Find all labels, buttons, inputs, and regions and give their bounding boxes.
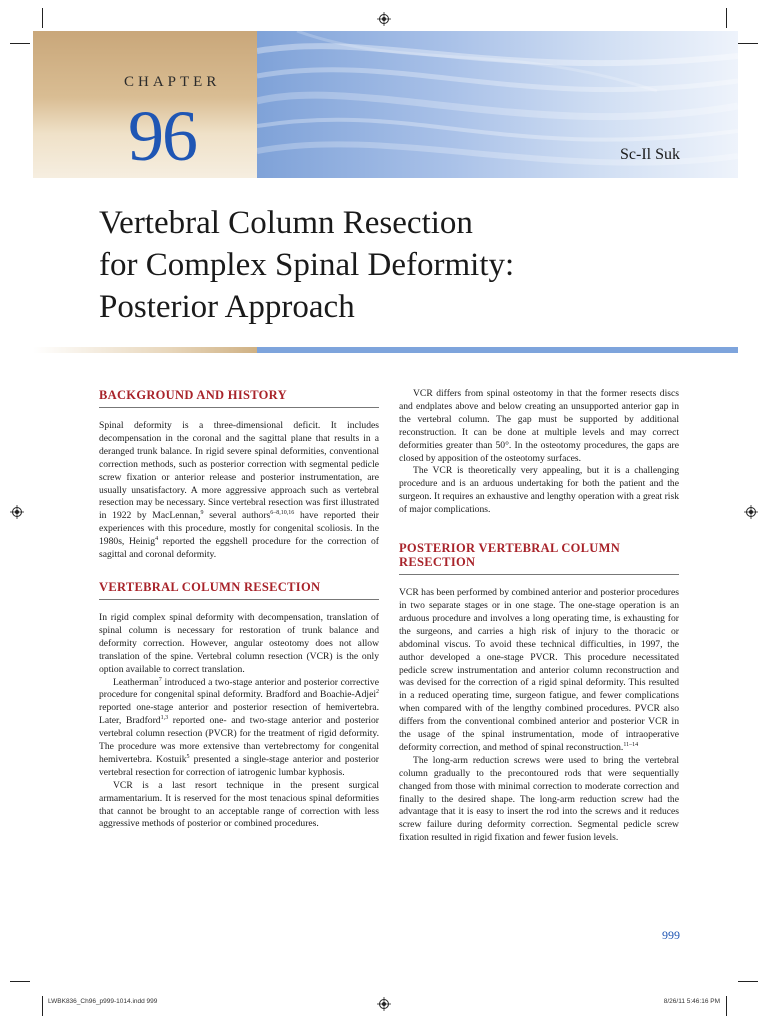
section-heading: VERTEBRAL COLUMN RESECTION (99, 580, 379, 600)
section-heading: BACKGROUND AND HISTORY (99, 388, 379, 408)
paragraph: The long-arm reduction screws were used to bring the vertebral column gradually to the precontoured rods that were sequentially changed from those with minimal correction to moderate correction and finally to the desired shape. The long-arm reduction screw had the advantage that it is easy to insert the rod into the screws and it reduces screw failure during deformity correction. Segmental pedicle screw fixation resulted in rigid fixation and fewer fusion levels. (399, 754, 679, 844)
author-name: Sc-Il Suk (620, 146, 680, 163)
citation: 1,3 (160, 715, 169, 722)
paragraph: In rigid complex spinal deformity with decompensation, translation of spinal column is necessary for restoration of trunk balance and deformity correction. However, angular osteotomy does not allow translation of the spine. Vertebral column resection (VCR) is the only option available to correct translation. (99, 611, 379, 675)
registration-mark-icon (10, 505, 24, 519)
title-line: for Complex Spinal Deformity: (99, 247, 515, 283)
crop-mark (42, 8, 43, 28)
file-slug: LWBK836_Ch96_p999-1014.indd 999 (48, 998, 158, 1005)
paragraph: VCR is a last resort technique in the present surgical armamentarium. It is reserved for the most tenacious spinal deformities that cannot be brought to an acceptable range of correction with less aggressive methods of posterior or combined procedures. (99, 779, 379, 830)
title-line: Vertebral Column Resection (99, 205, 473, 241)
paragraph: Leatherman$^7$ introduced a two-stage anterior and posterior corrective procedure for congenital spinal deformity. Bradford and Boachie-Adjei$^2$ reported one-stage anterior and posterior resection of hemivertebra. Later, Bradford$^{1,3}$ reported one- and two-stage anterior and posterior vertebral column resection (PVCR) for the treatment of rigid deformity. The procedure was more extensive than vertebrectomy for congenital hemivertebra. Kostuik$^5$ presented a single-stage anterior and posterior vertebral resection for correction of iatrogenic lumbar kyphosis. (99, 676, 379, 778)
crop-mark (726, 8, 727, 28)
crop-mark (10, 43, 30, 44)
registration-mark-icon (744, 505, 758, 519)
paragraph: VCR differs from spinal osteotomy in that the former resects discs and endplates above and below creating an unsupported anterior gap in the vertebral column. The gap must be supported by additional reconstruction. It can be done at multiple levels and may correct deformities greater than 50°. In the osteotomy procedures, the gaps are closed by apposition of the osteotomy surfaces. (399, 388, 679, 464)
section-heading: POSTERIOR VERTEBRAL COLUMN RESECTION (399, 541, 679, 575)
title-rule-blue (257, 347, 738, 353)
chapter-number: 96 (128, 96, 196, 176)
citation: 4 (155, 535, 159, 542)
timestamp-slug: 8/26/11 5:46:16 PM (663, 998, 720, 1005)
crop-mark (42, 996, 43, 1016)
registration-mark-icon (377, 997, 391, 1011)
citation: 11–14 (623, 741, 639, 748)
citation: 2 (376, 689, 379, 696)
title-rule-tan (33, 347, 257, 353)
chapter-label: CHAPTER (124, 74, 221, 90)
left-column (99, 388, 379, 831)
registration-mark-icon (377, 12, 391, 26)
paragraph: VCR has been performed by combined anterior and posterior procedures in two separate stages or in one stage. The one-stage operation is an arduous procedure and involves a long operating time, is exhausting for the surgeons, and carries a high risk of injury to the thoracic or abdominal viscus. To avoid these technical difficulties, in 1997, the author developed a one-stage PVCR. This procedure necessitated pedicle screw instrumentation and anterior column reconstruction and was devised for the correction of a rigid spinal deformity. This resulted in a reduced operating time, surgeon fatigue, and fewer complications when compared with of the lengthy combined procedures. PVCR also differs from the conventional combined anterior and posterior VCR in the usage of the spinal instrumentation, mode of intraoperative deformity correction, and method of spinal reconstruction.$^{11-14}$ (399, 587, 679, 753)
crop-mark (738, 43, 758, 44)
citation: 9 (200, 510, 204, 517)
chapter-title (99, 202, 699, 328)
right-column (399, 388, 679, 845)
paragraph: Spinal deformity is a three-dimensional deficit. It includes decompensation in the coronal and the sagittal plane that results in a deranged trunk balance. In rigid severe spinal deformities, conventional correction methods, such as posterior correction with segmental pedicle screw fixation or anterior release and posterior instrumentation, are usually unsatisfactory. A more aggressive approach such as vertebral resection may be necessary. Since vertebral resection was first illustrated in 1922 by MacLennan,$^9$ several authors$^{6-8,10,16}$ have reported their experiences with this procedure, mostly for congenital scoliosis. In the 1980s, Heinig$^4$ reported the eggshell procedure for the correction of sagittal and coronal deformity. (99, 420, 379, 561)
citation: 5 (186, 753, 190, 760)
crop-mark (10, 981, 30, 982)
citation: 6–8,10,16 (270, 510, 295, 517)
crop-mark (726, 996, 727, 1016)
page-number: 999 (662, 928, 680, 942)
citation: 7 (158, 676, 162, 683)
paragraph: The VCR is theoretically very appealing, but it is a challenging procedure and is an arduous undertaking for both the patient and the surgeon. It requires an exhaustive and lengthy operation with a great risk of major complications. (399, 465, 679, 516)
crop-mark (738, 981, 758, 982)
title-line: Posterior Approach (99, 289, 355, 325)
